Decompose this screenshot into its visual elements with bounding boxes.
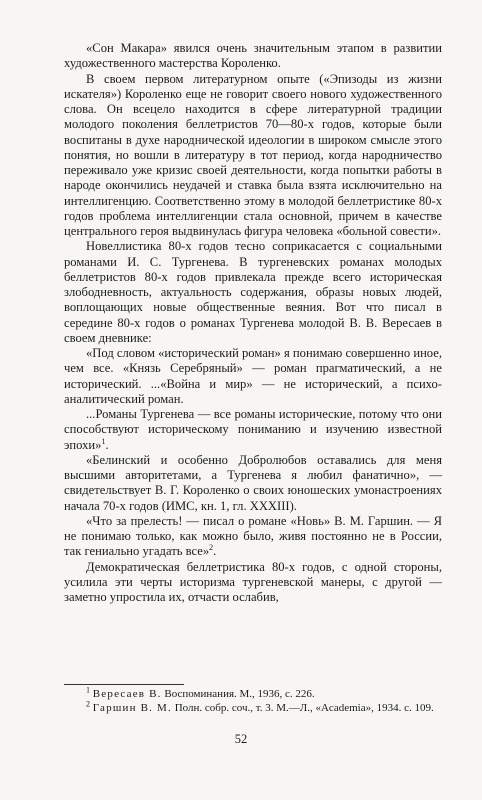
footnote-1-number: 1 [86, 685, 90, 695]
quote-4-text: «Что за прелесть! — писал о романе «Новь» В. М. Гаршин. — Я не понимаю только, как можно было, живя постоянно не в России, так гениально угадать все» [64, 513, 442, 559]
quote-3: «Белинский и особенно Добролюбов оставались для меня высшими авторитетами, а Тургенева я любил фанатично», — свидетельствует В. Г. Короленко о своих юношеских умонастроениях начала 70-х годов (ИМС, кн. 1, гл. XXXIII). [64, 452, 442, 513]
footnote-2-text: Полн. собр. соч., т. 3. М.—Л., «Academia», 1934. с. 109. [174, 701, 434, 714]
paragraph-3: Новеллистика 80-х годов тесно соприкасается с социальными романами И. С. Тургенева. В тургеневских романах молодых беллетристов 80-х годов привлекала прежде всего историческая злободневность, актуальность содержания, образы новых людей, воплощающих новые общественные веяния. Вот что писал в середине 80-х годов о романах Тургенева молодой В. В. Вересаев в своем дневнике: [64, 239, 442, 345]
paragraph-1: «Сон Макара» явился очень значительным этапом в развитии художественного мастерства Короленко. [64, 41, 442, 71]
footnote-1-text: Воспоминания. М., 1936, с. 226. [164, 688, 315, 700]
footnote-2-number: 2 [86, 698, 90, 708]
paragraph-8: Демократическая беллетристика 80-х годов, с одной стороны, усилила эти черты историзма тургеневской манеры, с другой — заметно упростила их, отчасти ослабив, [64, 559, 442, 604]
quote-1: «Под словом «исторический роман» я понимаю совершенно иное, чем все. «Князь Серебряный» — роман прагматический, а не исторический. ...«Война и мир» — не исторический, а психо-аналитический роман. [64, 346, 442, 406]
footnote-divider [64, 684, 184, 685]
footnote-2 [64, 698, 442, 716]
footnote-ref-1: 1 [101, 436, 106, 446]
quote-2: ...Романы Тургенева — все романы исторические, потому что они способствуют историческому пониманию и изучению известной эпохи»$^1$. [64, 407, 442, 452]
page-number: 52 [234, 732, 248, 746]
footnotes [64, 684, 442, 715]
footnote-2-author: Гаршин В. М. [92, 701, 172, 714]
paragraph-2: В своем первом литературном опыте («Эпизоды из жизни искателя») Короленко еще не говорит своего нового художественного слова. Он всецело находится в сфере литературной традиции молодого поколения беллетристов 70—80-х годов, которые были воспитаны в духе народнической идеологии в широком смысле этого понятия, но вошли в литературу в тот период, когда народничество переживало уже кризис своей деятельности, когда попытки работы в народе окончились неудачей и ставка была взята исключительно на интеллигенцию. Соответственно этому в молодой беллетристике 80-х годов проблема интеллигенции стала основной, причем в качестве центрального героя выдвинулась фигура человека «больной совести». [64, 71, 442, 238]
footnote-ref-2: 2 [209, 543, 214, 553]
quote-4: «Что за прелесть! — писал о романе «Новь» В. М. Гаршин. — Я не понимаю только, как можно было, живя постоянно не в России, так гениально угадать все»$^2$. [64, 513, 442, 559]
footnote-1-author: Вересаев В. [92, 688, 162, 700]
body-text [64, 41, 442, 605]
footnote-1 [64, 685, 442, 702]
quote-2-text: ...Романы Тургенева — все романы исторические, потому что они способствуют историческому пониманию и изучению известной эпохи» [64, 407, 442, 452]
